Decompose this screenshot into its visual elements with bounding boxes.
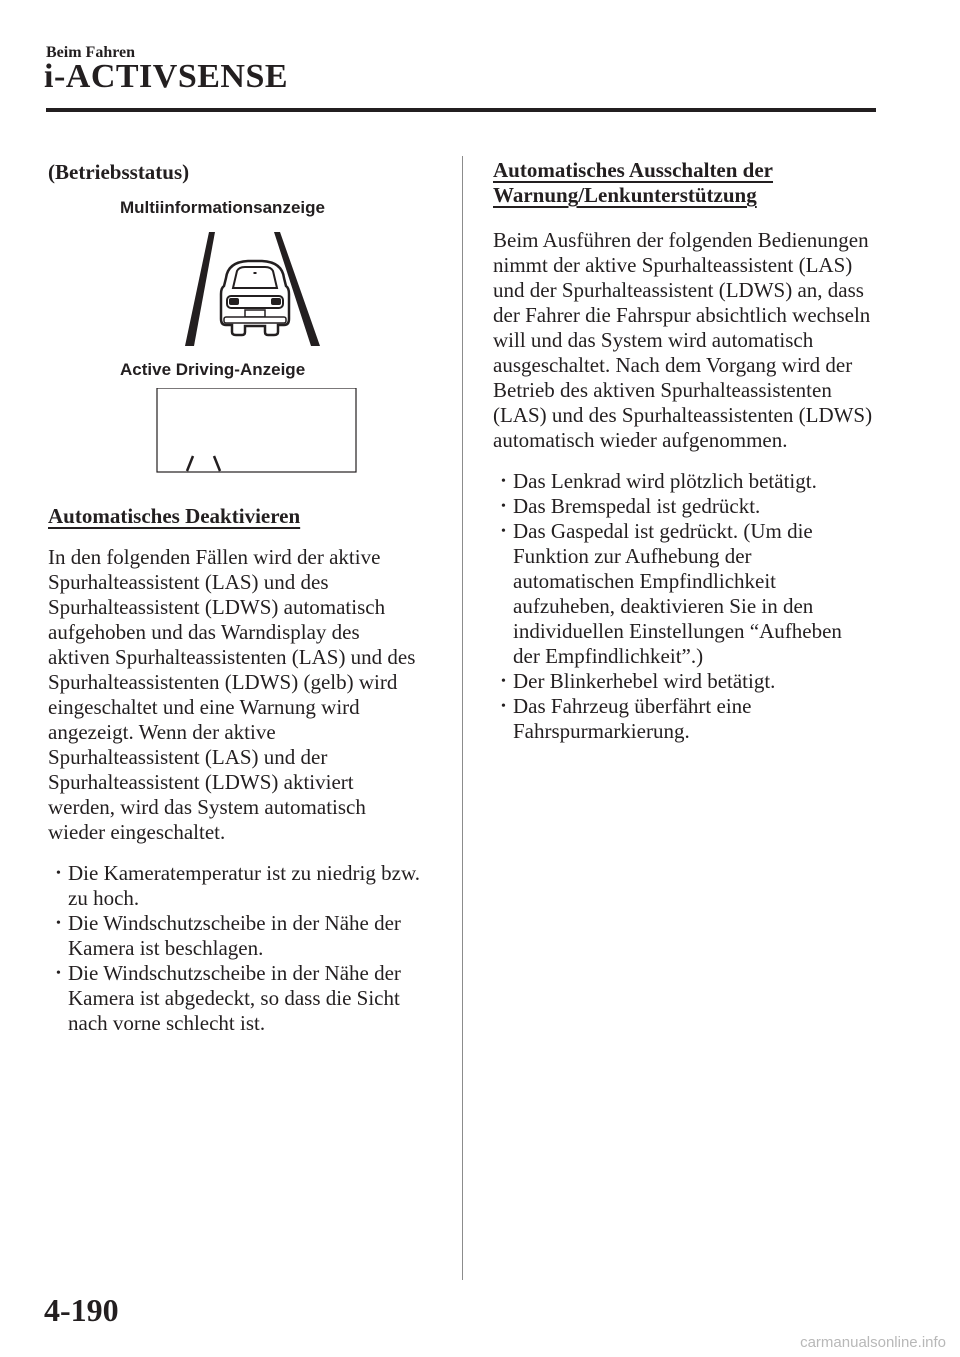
- list-item: • Das Fahrzeug überfährt eine Fahrspurmarkierung.: [493, 694, 867, 744]
- list-item: • Das Lenkrad wird plötzlich betätigt.: [493, 469, 867, 494]
- multiinformation-display-graphic: [48, 224, 433, 352]
- list-item: • Die Windschutzscheibe in der Nähe der Kamera ist abgedeckt, so dass die Sicht nach vorne schlecht ist.: [48, 961, 426, 1036]
- active-driving-display-graphic: [48, 388, 433, 474]
- status-heading: (Betriebsstatus): [48, 160, 190, 184]
- heading-automatic-deactivation: Automatisches Deaktivieren: [48, 504, 301, 528]
- list-item: • Die Kameratemperatur ist zu niedrig bzw. zu hoch.: [48, 861, 426, 911]
- list-item: • Das Bremspedal ist gedrückt.: [493, 494, 867, 519]
- list-item: • Die Windschutzscheibe in der Nähe der Kamera ist beschlagen.: [48, 911, 426, 961]
- page-number: 4-190: [44, 1292, 119, 1328]
- heading-automatic-shutoff-line2: Warnung/Lenkunterstützung: [493, 183, 757, 207]
- heading-automatic-shutoff: [493, 158, 878, 208]
- paragraph-automatic-deactivation: In den folgenden Fällen wird der aktive Spurhalteassistent (LAS) und des Spurhalteassistent (LDWS) automatisch aufgehoben und das Warndisplay des aktiven Spurhalteassistenten (LAS) und des Spurhalteassistenten (LDWS) (gelb) wird eingeschaltet und eine Warnung wird angezeigt. Wenn der aktive Spurhalteassistent (LAS) und der Spurhalteassistent (LDWS) aktiviert werden, wird das System automatisch wieder eingeschaltet.: [48, 545, 416, 844]
- section-title: Beim Fahren: [46, 44, 136, 61]
- status-figure: [48, 198, 433, 468]
- figure-label-active-driving: Active Driving-Anzeige: [120, 360, 306, 379]
- list-item: • Das Gaspedal ist gedrückt. (Um die Funktion zur Aufhebung der automatischen Empfindlichkeit aufzuheben, deaktivieren Sie in den individuellen Einstellungen “Aufheben der Empfindlichkeit”.): [493, 519, 867, 669]
- left-column: [48, 158, 433, 1036]
- column-divider: [462, 156, 463, 1280]
- paragraph-automatic-shutoff: Beim Ausführen der folgenden Bedienungen nimmt der aktive Spurhalteassistent (LAS) und der Spurhalteassistent (LDWS) an, dass der Fahrer die Fahrspur absichtlich wechseln will und das System wird automatisch ausgeschaltet. Nach dem Vorgang wird der Betrieb des aktiven Spurhalteassistenten (LAS) und des Spurhalteassistenten (LDWS) automatisch wieder aufgenommen.: [493, 228, 873, 452]
- shutoff-conditions-list: [493, 469, 867, 744]
- heading-automatic-shutoff-line1: Automatisches Ausschalten der: [493, 158, 774, 182]
- figure-label-multiinformation: Multiinformationsanzeige: [120, 198, 325, 217]
- list-item: • Der Blinkerhebel wird betätigt.: [493, 669, 867, 694]
- deactivation-conditions-list: [48, 861, 426, 1036]
- right-column: [493, 158, 878, 744]
- chapter-title: i-ACTIVSENSE: [44, 58, 289, 95]
- watermark: carmanualsonline.info: [800, 1334, 946, 1351]
- header-rule: [46, 108, 876, 112]
- vehicle-rear-icon: [221, 261, 289, 335]
